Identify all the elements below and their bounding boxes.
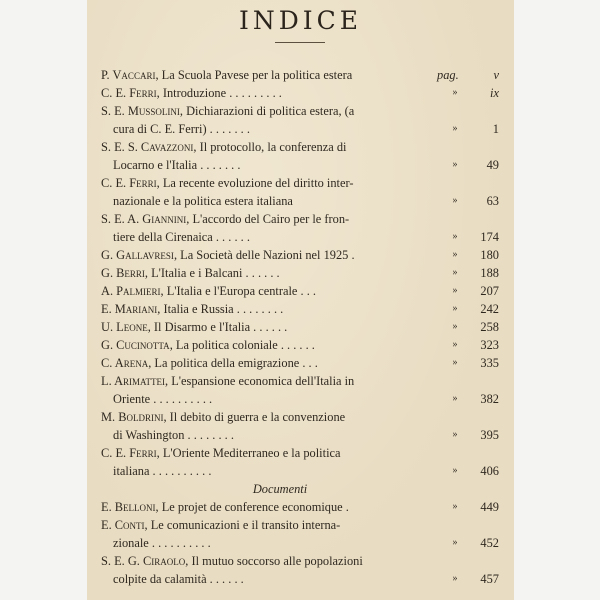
entry-text: cura di C. E. Ferri) . . . . . . . [113, 122, 250, 136]
index-row [101, 264, 499, 282]
entry-author: E. Belloni [101, 500, 156, 514]
index-row [101, 138, 499, 156]
index-row [101, 516, 499, 534]
page-number: ix [490, 86, 499, 100]
page-number: 258 [480, 320, 499, 334]
index-row [101, 372, 499, 390]
index-row [101, 300, 499, 318]
index-row [101, 552, 499, 570]
entry-text: nazionale e la politica estera italiana [113, 194, 293, 208]
entry-author: G. Gallavresi [101, 248, 174, 262]
entry-author: E. Mariani [101, 302, 158, 316]
page-number: 395 [480, 428, 499, 442]
index-row [101, 120, 499, 138]
entry-text: E. Belloni, Le projet de conference economique . [101, 500, 349, 514]
ditto-mark: » [452, 87, 458, 98]
entry-author: S. E. S. Cavazzoni [101, 140, 194, 154]
ditto-mark: » [452, 573, 458, 584]
index-row [101, 282, 499, 300]
page-number: 174 [480, 230, 499, 244]
page-number: 63 [486, 194, 499, 208]
ditto-mark: » [452, 321, 458, 332]
ditto-mark: » [452, 123, 458, 134]
entry-text: P. Vaccari, La Scuola Pavese per la politica estera [101, 68, 353, 82]
page-number: v [493, 68, 499, 82]
index-row [101, 462, 499, 480]
entry-author: S. E. G. Ciraolo [101, 554, 186, 568]
entry-author: G. Cucinotta [101, 338, 170, 352]
page-number: 180 [480, 248, 499, 262]
index-row [101, 156, 499, 174]
ditto-mark: » [452, 429, 458, 440]
entry-text: italiana . . . . . . . . . . [113, 464, 212, 478]
entry-text: zionale . . . . . . . . . . [113, 536, 211, 550]
entry-text: S. E. A. Giannini, L'accordo del Cairo per le fron- [101, 212, 350, 226]
index-row [101, 390, 499, 408]
entry-author: P. Vaccari [101, 68, 156, 82]
index-row [101, 174, 499, 192]
entry-text: tiere della Cirenaica . . . . . . [113, 230, 250, 244]
entry-text: A. Palmieri, L'Italia e l'Europa centrale . . . [101, 284, 317, 298]
entry-text: E. Mariani, Italia e Russia . . . . . . . . [101, 302, 284, 316]
index-row [101, 426, 499, 444]
page-number: 449 [480, 500, 499, 514]
section-title: Documenti [252, 482, 308, 496]
index-row [101, 498, 499, 516]
ditto-mark: » [452, 501, 458, 512]
index-row [101, 84, 499, 102]
entry-text: C. E. Ferri, L'Oriente Mediterraneo e la politica [101, 446, 341, 460]
entry-text: C. Arena, La politica della emigrazione . . . [101, 356, 318, 370]
ditto-mark: » [452, 285, 458, 296]
index-row [101, 444, 499, 462]
entry-text: Oriente . . . . . . . . . . [113, 392, 213, 406]
entry-author: C. E. Ferri [101, 86, 157, 100]
page-number: 188 [480, 266, 499, 280]
entry-text: S. E. S. Cavazzoni, Il protocollo, la conferenza di [101, 140, 347, 154]
entry-author: C. E. Ferri [101, 446, 157, 460]
index-row [101, 534, 499, 552]
book-page [87, 0, 514, 600]
entry-text: C. E. Ferri, Introduzione . . . . . . . . . [101, 86, 282, 100]
ditto-mark: » [452, 303, 458, 314]
entry-text: G. Gallavresi, La Società delle Nazioni nel 1925 . [101, 248, 355, 262]
index-row [101, 228, 499, 246]
index-row [101, 336, 499, 354]
index-row [101, 102, 499, 120]
index-row [101, 246, 499, 264]
ditto-mark: » [452, 195, 458, 206]
index-row [101, 408, 499, 426]
page-number: 1 [492, 122, 499, 136]
ditto-mark: » [452, 159, 458, 170]
entry-text: C. E. Ferri, La recente evoluzione del diritto inter- [101, 176, 354, 190]
page-number: 457 [480, 572, 499, 586]
page-label: pag. [437, 68, 459, 82]
page-number: 335 [480, 356, 499, 370]
title-rule [275, 42, 325, 43]
entry-text: M. Boldrini, Il debito di guerra e la convenzione [101, 410, 346, 424]
ditto-mark: » [452, 357, 458, 368]
entry-text: L. Arimattei, L'espansione economica dell'Italia in [101, 374, 355, 388]
entry-text: S. E. G. Ciraolo, Il mutuo soccorso alle popolazioni [101, 554, 363, 568]
ditto-mark: » [452, 537, 458, 548]
entry-text: di Washington . . . . . . . . [113, 428, 234, 442]
entry-author: E. Conti [101, 518, 145, 532]
entry-text: G. Cucinotta, La politica coloniale . . . . . . [101, 338, 315, 352]
entry-author: S. E. Mussolini [101, 104, 180, 118]
ditto-mark: » [452, 267, 458, 278]
ditto-mark: » [452, 339, 458, 350]
entry-text: G. Berri, L'Italia e i Balcani . . . . . . [101, 266, 280, 280]
page-number: 406 [480, 464, 499, 478]
page-number: 382 [480, 392, 499, 406]
entry-text: S. E. Mussolini, Dichiarazioni di politica estera, (a [101, 104, 355, 118]
page-number: 49 [486, 158, 499, 172]
index-row [101, 318, 499, 336]
index-row [101, 66, 499, 84]
entry-text: U. Leone, Il Disarmo e l'Italia . . . . . . [101, 320, 288, 334]
ditto-mark: » [452, 465, 458, 476]
index-row [101, 192, 499, 210]
entry-author: C. Arena [101, 356, 149, 370]
entry-author: U. Leone [101, 320, 148, 334]
ditto-mark: » [452, 231, 458, 242]
page-number: 323 [480, 338, 499, 352]
entry-text: Locarno e l'Italia . . . . . . . [113, 158, 241, 172]
entry-author: M. Boldrini [101, 410, 164, 424]
ditto-mark: » [452, 393, 458, 404]
page-title: INDICE [238, 6, 363, 35]
index-row [101, 570, 499, 588]
entry-text: colpite da calamità . . . . . . [113, 572, 244, 586]
page-number: 452 [480, 536, 499, 550]
index-entries [101, 66, 499, 588]
entry-author: S. E. A. Giannini [101, 212, 187, 226]
entry-author: G. Berri [101, 266, 145, 280]
entry-author: A. Palmieri [101, 284, 161, 298]
ditto-mark: » [452, 249, 458, 260]
index-row [101, 210, 499, 228]
index-row [101, 354, 499, 372]
entry-author: L. Arimattei [101, 374, 166, 388]
page-number: 242 [480, 302, 499, 316]
entry-text: E. Conti, Le comunicazioni e il transito interna- [101, 518, 341, 532]
entry-author: C. E. Ferri [101, 176, 157, 190]
page-number: 207 [480, 284, 499, 298]
